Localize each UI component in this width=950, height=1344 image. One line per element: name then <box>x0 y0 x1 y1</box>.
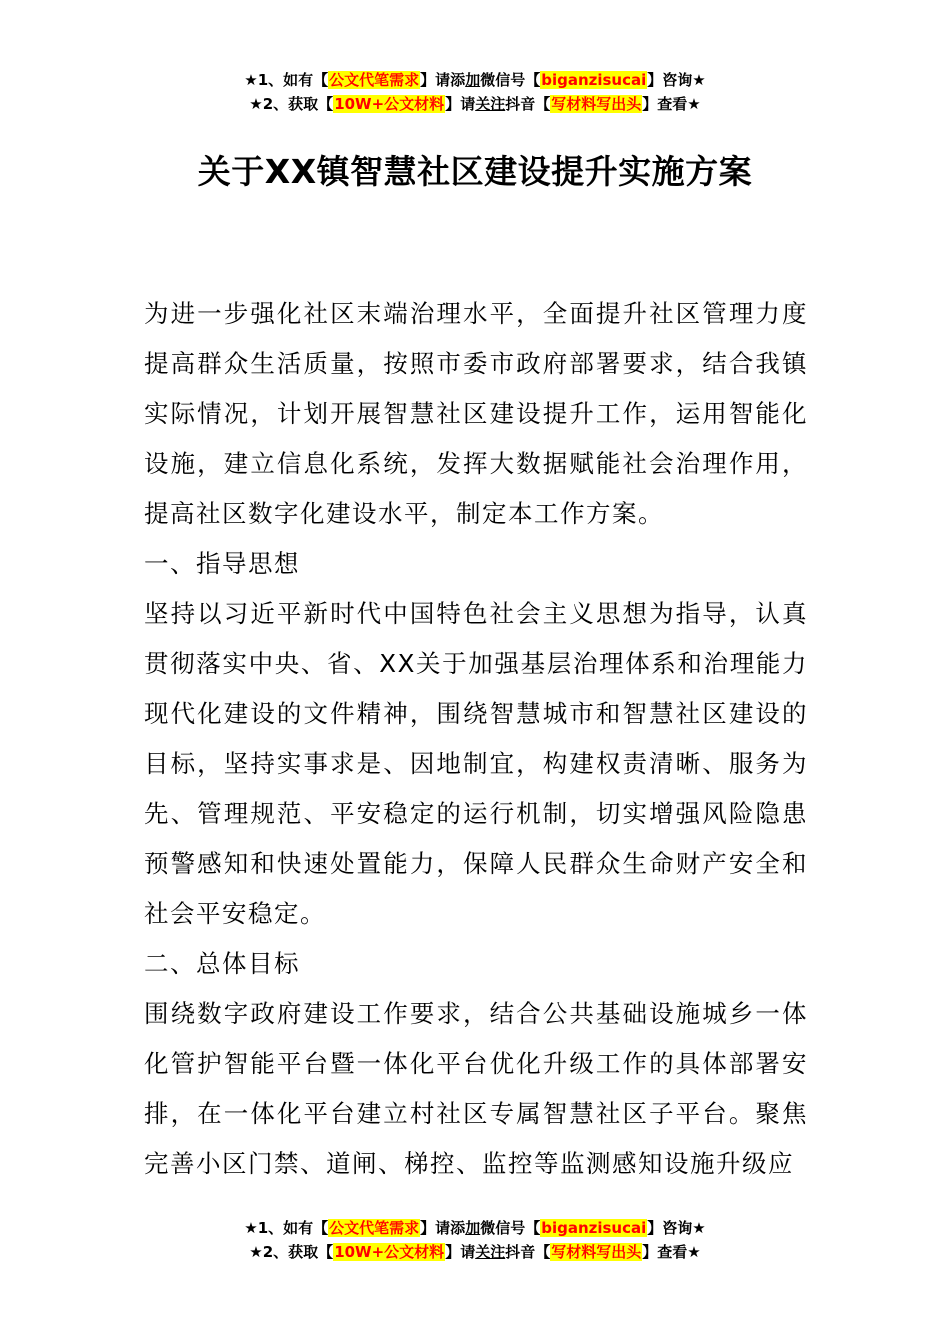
document-body <box>144 289 808 1189</box>
intro-paragraph: 为进一步强化社区末端治理水平，全面提升社区管理力度提高群众生活质量，按照市委市政府部署要求，结合我镇实际情况，计划开展智慧社区建设提升工作，运用智能化设施，建立信息化系统，发挥大数据赋能社会治理作用，提高社区数字化建设水平，制定本工作方案。 <box>144 299 808 528</box>
wechat-id: biganzisucai <box>541 71 647 89</box>
promo-banner-bottom <box>0 1216 950 1264</box>
section-heading-overall-goal: 二、总体目标 <box>144 949 300 978</box>
section-paragraph-overall-goal: 围绕数字政府建设工作要求，结合公共基础设施城乡一体化管护智能平台暨一体化平台优化升级工作的具体部署安排，在一体化平台建立村社区专属智慧社区子平台。聚焦完善小区门禁、道闸、梯控、监控等监测感知设施升级应 <box>144 999 808 1178</box>
promo-highlight: 公文代笔需求 <box>329 1219 420 1237</box>
section-heading-guiding-ideology: 一、指导思想 <box>144 549 300 578</box>
document-title: 关于XX镇智慧社区建设提升实施方案 <box>197 152 753 191</box>
wechat-id: biganzisucai <box>541 1219 647 1237</box>
promo-line-1: ★1、如有【公文代笔需求】请添加微信号【biganzisucai】咨询★ <box>244 1219 706 1237</box>
promo-highlight: 公文代笔需求 <box>329 71 420 89</box>
promo-highlight: 10W+公文材料 <box>334 1243 445 1261</box>
section-paragraph-guiding-ideology: 坚持以习近平新时代中国特色社会主义思想为指导，认真贯彻落实中央、省、XX关于加强基层治理体系和治理能力现代化建设的文件精神，围绕智慧城市和智慧社区建设的目标，坚持实事求是、因地制宜，构建权责清晰、服务为先、管理规范、平安稳定的运行机制，切实增强风险隐患预警感知和快速处置能力，保障人民群众生命财产安全和社会平安稳定。 <box>144 599 808 928</box>
promo-highlight: 10W+公文材料 <box>334 95 445 113</box>
promo-line-2: ★2、获取【10W+公文材料】请关注抖音【写材料写出头】查看★ <box>249 1243 701 1261</box>
promo-line-1: ★1、如有【公文代笔需求】请添加微信号【biganzisucai】咨询★ <box>244 71 706 89</box>
douyin-id: 写材料写出头 <box>551 1243 642 1261</box>
promo-banner-top <box>0 68 950 116</box>
douyin-id: 写材料写出头 <box>551 95 642 113</box>
promo-line-2: ★2、获取【10W+公文材料】请关注抖音【写材料写出头】查看★ <box>249 95 701 113</box>
